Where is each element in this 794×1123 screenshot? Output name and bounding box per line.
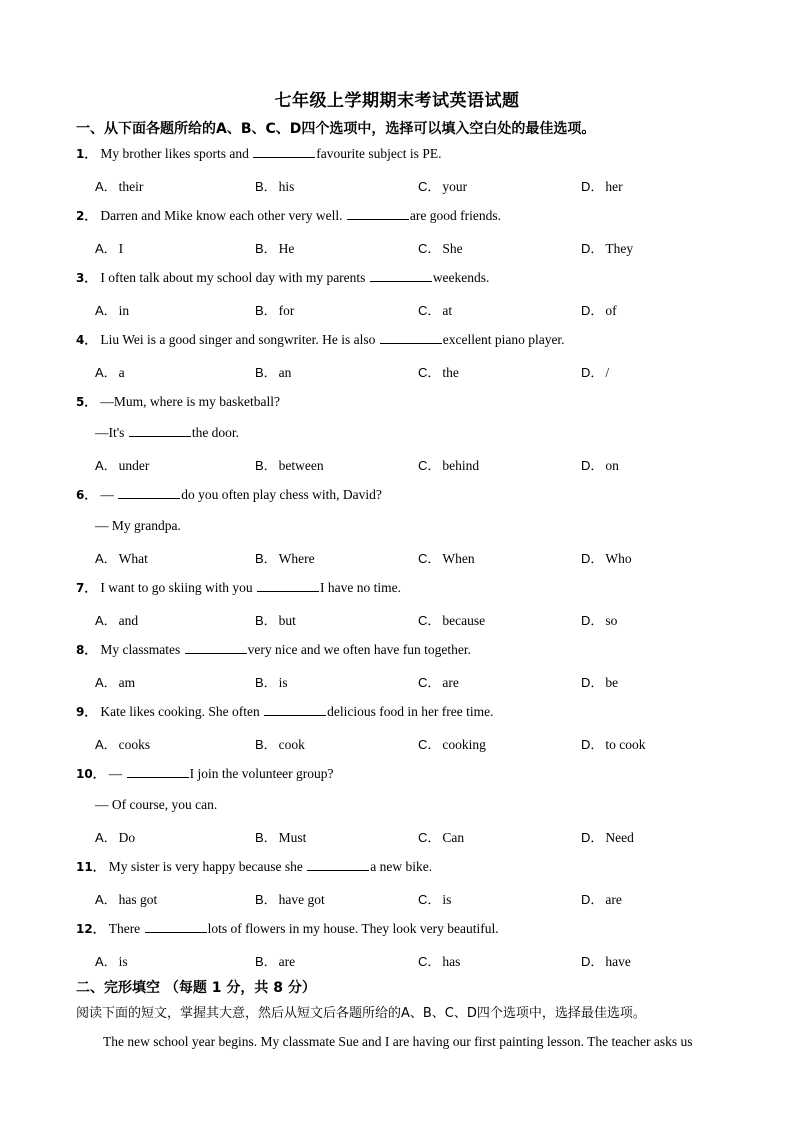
option-text: has got: [118, 892, 158, 907]
answer-blank: [185, 641, 247, 654]
option-letter: B．: [255, 892, 277, 907]
answer-option: [581, 610, 617, 629]
option-letter: C．: [418, 179, 441, 194]
option-letter: B．: [255, 241, 277, 256]
option-letter: C．: [418, 551, 441, 566]
answer-option: [95, 827, 135, 846]
option-text: a: [118, 365, 125, 380]
answer-blank: [253, 145, 315, 158]
option-letter: D．: [581, 365, 604, 380]
option-letter: D．: [581, 241, 604, 256]
answer-option: [255, 610, 296, 629]
answer-option: [255, 238, 294, 257]
option-letter: C．: [418, 892, 441, 907]
option-letter: D．: [581, 458, 604, 473]
option-row: [0, 827, 794, 845]
answer-option: [255, 734, 305, 753]
option-letter: B．: [255, 613, 277, 628]
option-row: [0, 610, 794, 628]
option-row: [0, 238, 794, 256]
option-text: their: [118, 179, 144, 194]
answer-blank: [307, 858, 369, 871]
question-text: —It's: [95, 425, 128, 440]
answer-option: [418, 672, 459, 691]
answer-blank: [127, 765, 189, 778]
answer-option: [95, 300, 129, 319]
question-line: [95, 424, 239, 442]
answer-option: [581, 734, 646, 753]
option-text: am: [118, 675, 136, 690]
question-text: I want to go skiing with you: [100, 580, 256, 595]
answer-blank: [347, 207, 409, 220]
answer-option: [255, 889, 325, 908]
option-letter: D．: [581, 675, 604, 690]
option-text: be: [605, 675, 619, 690]
option-letter: B．: [255, 179, 277, 194]
answer-option: [581, 455, 619, 474]
question-number: 8．: [76, 643, 97, 657]
answer-option: [418, 455, 479, 474]
question-text: I often talk about my school day with my parents: [100, 270, 369, 285]
option-text: an: [278, 365, 292, 380]
question-text: very nice and we often have fun together.: [247, 642, 472, 657]
option-letter: B．: [255, 551, 277, 566]
question-text: are good friends.: [409, 208, 501, 223]
option-letter: A．: [95, 830, 117, 845]
option-letter: C．: [418, 458, 441, 473]
question-line: [95, 517, 181, 535]
question-text: —Mum, where is my basketball?: [100, 394, 280, 409]
question-number: 3．: [76, 271, 97, 285]
answer-option: [95, 176, 143, 195]
question-text: I join the volunteer group?: [189, 766, 334, 781]
question-text: — Of course, you can.: [95, 797, 218, 812]
answer-option: [255, 455, 324, 474]
answer-blank: [370, 269, 432, 282]
option-text: have: [605, 954, 631, 969]
option-text: cook: [278, 737, 305, 752]
option-text: under: [118, 458, 150, 473]
answer-option: [581, 300, 617, 319]
answer-option: [418, 734, 486, 753]
question-text: —: [100, 487, 118, 502]
option-letter: A．: [95, 954, 117, 969]
question-line: [76, 641, 471, 659]
option-letter: C．: [418, 830, 441, 845]
option-letter: B．: [255, 675, 277, 690]
question-text: — My grandpa.: [95, 518, 181, 533]
option-letter: A．: [95, 737, 117, 752]
option-row: [0, 672, 794, 690]
question-line: [95, 796, 217, 814]
question-text: lots of flowers in my house. They look very beautiful.: [207, 921, 499, 936]
option-row: [0, 176, 794, 194]
answer-option: [95, 455, 149, 474]
option-letter: A．: [95, 179, 117, 194]
option-letter: A．: [95, 303, 117, 318]
option-text: Can: [442, 830, 465, 845]
answer-blank: [264, 703, 326, 716]
answer-blank: [129, 424, 191, 437]
question-text: My brother likes sports and: [100, 146, 253, 161]
question-line: [76, 393, 280, 411]
answer-option: [418, 951, 460, 970]
option-letter: B．: [255, 458, 277, 473]
option-text: and: [118, 613, 139, 628]
answer-option: [418, 300, 452, 319]
question-text: —: [108, 766, 126, 781]
option-text: is: [278, 675, 288, 690]
option-letter: C．: [418, 365, 441, 380]
answer-option: [418, 827, 464, 846]
question-number: 1．: [76, 147, 97, 161]
option-text: Where: [278, 551, 315, 566]
option-text: are: [442, 675, 459, 690]
option-text: She: [442, 241, 463, 256]
option-text: behind: [442, 458, 480, 473]
question-text: There: [108, 921, 144, 936]
option-letter: B．: [255, 737, 277, 752]
answer-option: [95, 889, 157, 908]
option-letter: D．: [581, 303, 604, 318]
option-text: Do: [118, 830, 136, 845]
answer-option: [581, 672, 618, 691]
answer-option: [95, 610, 138, 629]
answer-option: [255, 951, 295, 970]
option-text: on: [605, 458, 619, 473]
answer-option: [95, 548, 148, 567]
question-line: [76, 145, 441, 163]
passage-first-line: The new school year begins. My classmate Sue and I are having our first painting lesson. The teacher asks us: [103, 1034, 693, 1049]
option-text: What: [118, 551, 148, 566]
answer-blank: [145, 920, 207, 933]
question-line: [76, 579, 401, 597]
question-line: [76, 920, 499, 938]
answer-option: [255, 827, 306, 846]
section-2-heading: 二、完形填空 （每题 1 分，共 8 分）: [76, 980, 316, 996]
answer-option: [255, 548, 315, 567]
option-text: her: [605, 179, 623, 194]
option-letter: C．: [418, 737, 441, 752]
question-number: 2．: [76, 209, 97, 223]
question-line: [76, 207, 501, 225]
option-text: has: [442, 954, 461, 969]
answer-option: [581, 951, 631, 970]
answer-blank: [380, 331, 442, 344]
option-text: Must: [278, 830, 307, 845]
option-row: [0, 362, 794, 380]
question-line: [76, 486, 382, 504]
question-text: Kate likes cooking. She often: [100, 704, 264, 719]
page-title: 七年级上学期期末考试英语试题: [274, 91, 520, 111]
question-text: weekends.: [432, 270, 490, 285]
option-letter: A．: [95, 892, 117, 907]
question-text: a new bike.: [370, 859, 433, 874]
answer-option: [581, 827, 634, 846]
option-letter: C．: [418, 675, 441, 690]
answer-option: [95, 951, 128, 970]
option-letter: D．: [581, 830, 604, 845]
option-text: They: [605, 241, 634, 256]
answer-option: [95, 238, 123, 257]
question-line: [76, 269, 489, 287]
question-text: do you often play chess with, David?: [181, 487, 382, 502]
question-number: 4．: [76, 333, 97, 347]
option-text: because: [442, 613, 486, 628]
option-letter: D．: [581, 179, 604, 194]
option-letter: D．: [581, 737, 604, 752]
option-text: have got: [278, 892, 325, 907]
option-row: [0, 548, 794, 566]
option-text: /: [605, 365, 610, 380]
option-text: cooks: [118, 737, 151, 752]
option-text: I: [118, 241, 124, 256]
answer-option: [418, 362, 459, 381]
question-number: 9．: [76, 705, 97, 719]
answer-option: [581, 548, 632, 567]
option-text: for: [278, 303, 295, 318]
option-text: at: [442, 303, 453, 318]
option-letter: D．: [581, 954, 604, 969]
question-text: the door.: [191, 425, 240, 440]
option-row: [0, 455, 794, 473]
option-text: Need: [605, 830, 634, 845]
answer-option: [255, 362, 291, 381]
option-text: between: [278, 458, 324, 473]
option-text: are: [605, 892, 622, 907]
option-letter: C．: [418, 303, 441, 318]
option-letter: A．: [95, 241, 117, 256]
option-letter: A．: [95, 458, 117, 473]
question-text: excellent piano player.: [442, 332, 565, 347]
option-text: your: [442, 179, 468, 194]
option-letter: D．: [581, 551, 604, 566]
answer-option: [255, 176, 294, 195]
answer-option: [95, 362, 125, 381]
answer-option: [581, 238, 633, 257]
answer-option: [95, 672, 135, 691]
answer-option: [255, 672, 288, 691]
option-row: [0, 734, 794, 752]
option-text: When: [442, 551, 475, 566]
option-row: [0, 951, 794, 969]
option-letter: D．: [581, 613, 604, 628]
answer-option: [255, 300, 294, 319]
option-text: but: [278, 613, 296, 628]
option-letter: A．: [95, 675, 117, 690]
answer-option: [581, 176, 623, 195]
question-number: 12．: [76, 922, 105, 936]
question-number: 11．: [76, 860, 105, 874]
option-letter: B．: [255, 830, 277, 845]
option-letter: C．: [418, 613, 441, 628]
option-letter: D．: [581, 892, 604, 907]
question-number: 5．: [76, 395, 97, 409]
question-number: 7．: [76, 581, 97, 595]
option-letter: B．: [255, 365, 277, 380]
option-text: is: [442, 892, 452, 907]
question-line: [76, 331, 565, 349]
question-line: [76, 765, 334, 783]
question-text: favourite subject is PE.: [316, 146, 442, 161]
question-text: delicious food in her free time.: [327, 704, 494, 719]
option-text: the: [442, 365, 459, 380]
section-1-heading: 一、从下面各题所给的A、B、C、D四个选项中，选择可以填入空白处的最佳选项。: [76, 121, 596, 137]
answer-option: [418, 610, 485, 629]
option-letter: C．: [418, 954, 441, 969]
answer-blank: [257, 579, 319, 592]
option-letter: A．: [95, 365, 117, 380]
option-text: are: [278, 954, 296, 969]
question-text: Liu Wei is a good singer and songwriter. He is also: [100, 332, 379, 347]
question-text: Darren and Mike know each other very well.: [100, 208, 346, 223]
option-row: [0, 300, 794, 318]
option-letter: B．: [255, 303, 277, 318]
question-number: 10．: [76, 767, 105, 781]
question-line: [76, 858, 432, 876]
question-line: [76, 703, 494, 721]
option-text: cooking: [442, 737, 486, 752]
answer-option: [418, 238, 463, 257]
answer-option: [418, 548, 475, 567]
answer-option: [581, 889, 622, 908]
option-text: in: [118, 303, 130, 318]
option-text: to cook: [605, 737, 646, 752]
option-text: of: [605, 303, 617, 318]
answer-option: [95, 734, 150, 753]
answer-option: [418, 176, 467, 195]
option-text: Who: [605, 551, 632, 566]
option-letter: A．: [95, 551, 117, 566]
option-text: He: [278, 241, 295, 256]
option-row: [0, 889, 794, 907]
option-text: his: [278, 179, 295, 194]
question-text: My classmates: [100, 642, 184, 657]
section-2-instruction: 阅读下面的短文，掌握其大意，然后从短文后各题所给的A、B、C、D四个选项中，选择最佳选项。: [76, 1006, 646, 1021]
answer-blank: [118, 486, 180, 499]
option-letter: B．: [255, 954, 277, 969]
question-text: My sister is very happy because she: [108, 859, 307, 874]
option-text: so: [605, 613, 618, 628]
answer-option: [418, 889, 451, 908]
option-letter: A．: [95, 613, 117, 628]
question-number: 6．: [76, 488, 97, 502]
question-text: I have no time.: [319, 580, 401, 595]
answer-option: [581, 362, 609, 381]
option-letter: C．: [418, 241, 441, 256]
option-text: is: [118, 954, 128, 969]
